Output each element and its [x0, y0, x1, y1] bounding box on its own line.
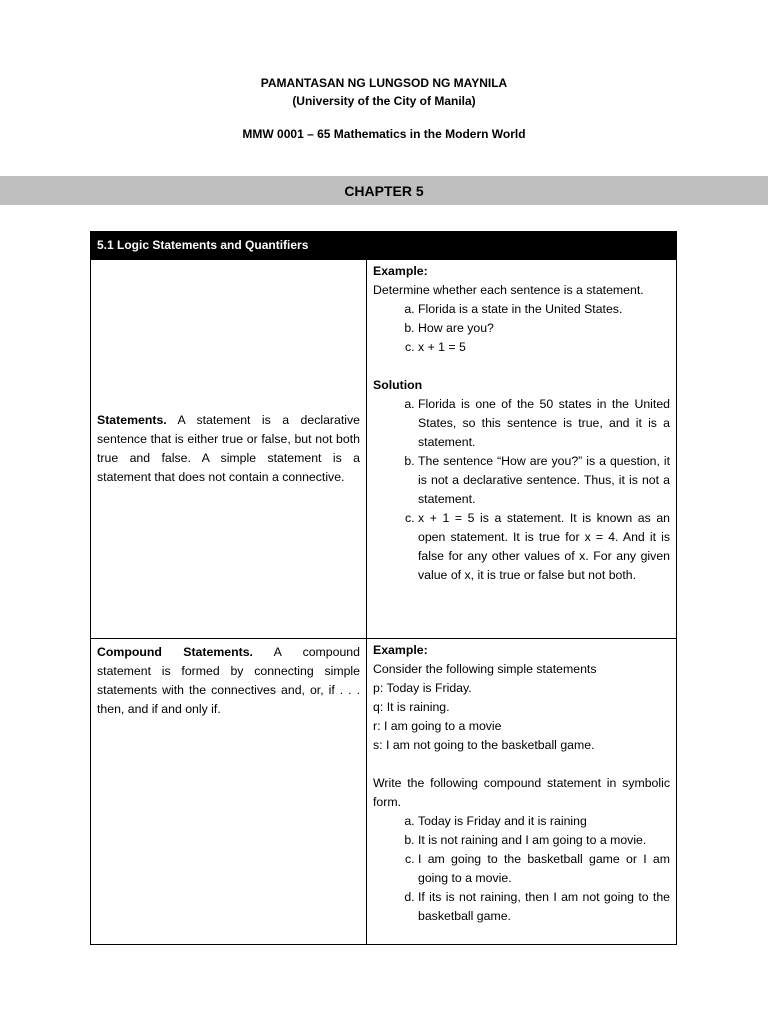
list-item: d. If its is not raining, then I am not going to the basketball game.: [418, 888, 670, 926]
list-item: c. x + 1 = 5 is a statement. It is known as an open statement. It is true for x = 4. And it is false for any other values of x. For any given value of x, it is true or false but not both.: [418, 509, 670, 585]
list-item: a. Today is Friday and it is raining: [418, 812, 670, 831]
list-item: b. How are you?: [418, 319, 670, 338]
simple-statement: [373, 679, 670, 698]
section-title: 5.1 Logic Statements and Quantifiers: [97, 238, 309, 252]
task-instruction: Write the following compound statement in symbolic form.: [373, 776, 670, 809]
statement-symbol: p:: [373, 681, 384, 695]
term-label: Statements.: [97, 413, 167, 427]
list-item: a. Florida is a state in the United States.: [418, 300, 670, 319]
example-list: [373, 300, 670, 357]
list-item: c. I am going to the basketball game or I am going to a movie.: [418, 850, 670, 888]
course-title: MMW 0001 – 65 Mathematics in the Modern World: [242, 127, 526, 141]
list-item: b. It is not raining and I am going to a movie.: [418, 831, 670, 850]
statement-text: It is raining.: [386, 700, 450, 714]
definition-cell: [91, 260, 367, 638]
example-intro: Consider the following simple statements: [373, 662, 597, 676]
example-cell: [367, 260, 676, 638]
lesson-table: [90, 231, 677, 945]
example-label: Example:: [373, 643, 428, 657]
list-item: b. The sentence “How are you?” is a question, it is not a declarative sentence. Thus, it is not a statement.: [418, 452, 670, 509]
example-intro: Determine whether each sentence is a statement.: [373, 283, 644, 297]
statement-text: Today is Friday.: [386, 681, 472, 695]
statement-symbol: q:: [373, 700, 384, 714]
statement-text: I am not going to the basketball game.: [386, 738, 595, 752]
chapter-banner: [0, 176, 768, 205]
simple-statement: [373, 717, 670, 736]
definition-text: [97, 643, 360, 719]
term-label: Compound Statements.: [97, 645, 253, 659]
solution-label: Solution: [373, 378, 423, 392]
definition-body: A statement is a declarative sentence that is either true or false, but not both true and false. A simple statement is a statement that does not contain a connective.: [97, 413, 360, 484]
chapter-title: CHAPTER 5: [344, 182, 424, 199]
simple-statement: [373, 736, 670, 755]
list-item: c. x + 1 = 5: [418, 338, 670, 357]
example-label: Example:: [373, 264, 428, 278]
list-item: a. Florida is one of the 50 states in the United States, so this sentence is true, and it is a statement.: [418, 395, 670, 452]
statement-text: I am going to a movie: [383, 719, 502, 733]
table-row-compound-statements: [91, 639, 676, 944]
table-row-statements: [91, 260, 676, 639]
example-cell: [367, 639, 676, 944]
definition-body: A compound statement is formed by connecting simple statements with the connectives and, or, if . . . then, and if and only if.: [97, 645, 360, 716]
university-name: PAMANTASAN NG LUNGSOD NG MAYNILA: [260, 76, 508, 90]
definition-cell: [91, 639, 367, 944]
section-header: [91, 232, 676, 260]
university-english-name: (University of the City of Manila): [292, 94, 476, 108]
definition-text: [97, 411, 360, 487]
statement-symbol: r:: [373, 719, 381, 733]
statement-symbol: s:: [373, 738, 383, 752]
simple-statement: [373, 698, 670, 717]
task-list: [373, 812, 670, 926]
solution-list: [373, 395, 670, 585]
